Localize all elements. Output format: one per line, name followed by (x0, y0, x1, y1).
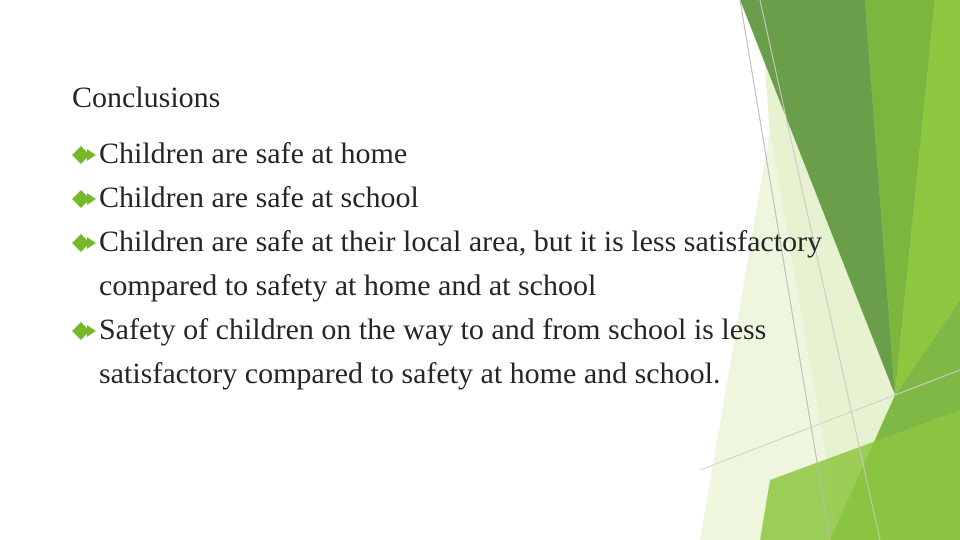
bullet-item (72, 132, 872, 176)
bullet-list (72, 132, 872, 396)
bullet-item (72, 220, 872, 308)
bullet-text: Safety of children on the way to and from school is less satisfactory compared to safety at home and school. (99, 313, 767, 390)
slide-title: Conclusions (72, 81, 221, 114)
diamond-arrow-bullet-icon (72, 190, 98, 208)
bullet-item (72, 176, 872, 220)
bullet-item (72, 308, 872, 396)
bullet-text: Children are safe at home (99, 137, 408, 170)
diamond-arrow-bullet-icon (72, 322, 98, 340)
bullet-text: Children are safe at their local area, but it is less satisfactory compared to safety at home and at school (99, 225, 823, 302)
diamond-arrow-bullet-icon (72, 146, 98, 164)
diamond-arrow-bullet-icon (72, 234, 98, 252)
bullet-text: Children are safe at school (99, 181, 419, 214)
